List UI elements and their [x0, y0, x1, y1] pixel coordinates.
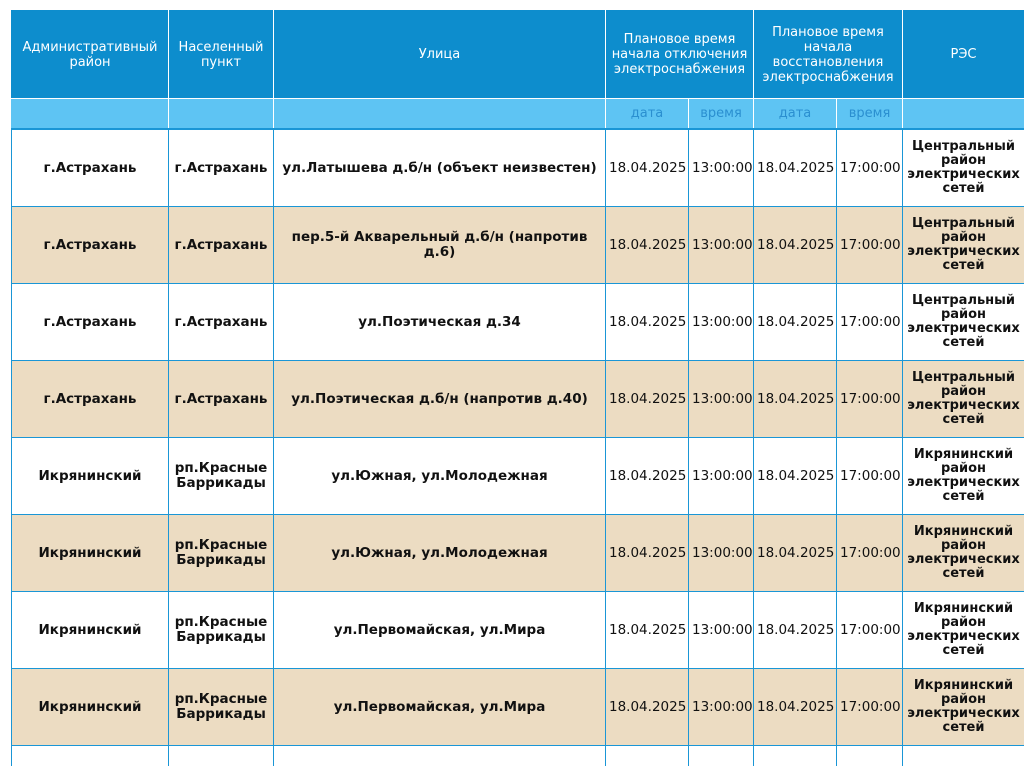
cell-res: Центральный район электрических сетей: [903, 361, 1024, 438]
outage-table: [11, 10, 1024, 766]
cell-res: Центральный район электрических сетей: [903, 129, 1024, 207]
header-restore-start: Плановое время начала восстановления электроснабжения: [754, 11, 903, 99]
cell-restore-time: 17:00:00: [837, 515, 903, 592]
cell-restore-time: 17:00:00: [837, 207, 903, 284]
cell-empty: [169, 746, 274, 767]
table-row-partial: [12, 746, 1024, 767]
cell-empty: [754, 746, 837, 767]
header-street: Улица: [274, 11, 606, 99]
cell-admin-district: г.Астрахань: [12, 284, 169, 361]
cell-locality: г.Астрахань: [169, 361, 274, 438]
cell-locality: рп.Красные Баррикады: [169, 669, 274, 746]
table-row: [12, 592, 1024, 669]
cell-outage-date: 18.04.2025: [606, 669, 689, 746]
outage-schedule: [11, 10, 1024, 766]
cell-street: ул.Поэтическая д.б/н (напротив д.40): [274, 361, 606, 438]
cell-restore-time: 17:00:00: [837, 438, 903, 515]
cell-res: Икрянинский район электрических сетей: [903, 438, 1024, 515]
cell-restore-time: 17:00:00: [837, 284, 903, 361]
cell-admin-district: Икрянинский: [12, 592, 169, 669]
cell-outage-date: 18.04.2025: [606, 207, 689, 284]
cell-outage-time: 13:00:00: [689, 129, 754, 207]
cell-restore-date: 18.04.2025: [754, 361, 837, 438]
table-row: [12, 361, 1024, 438]
cell-outage-time: 13:00:00: [689, 361, 754, 438]
cell-empty: [903, 746, 1024, 767]
header-outage-start: Плановое время начала отключения электроснабжения: [606, 11, 754, 99]
cell-locality: г.Астрахань: [169, 207, 274, 284]
cell-restore-date: 18.04.2025: [754, 207, 837, 284]
cell-restore-time: 17:00:00: [837, 592, 903, 669]
cell-empty: [606, 746, 689, 767]
subheader-empty: [903, 99, 1024, 130]
cell-street: ул.Латышева д.б/н (объект неизвестен): [274, 129, 606, 207]
cell-locality: рп.Красные Баррикады: [169, 592, 274, 669]
cell-restore-time: 17:00:00: [837, 129, 903, 207]
cell-admin-district: Икрянинский: [12, 669, 169, 746]
cell-admin-district: г.Астрахань: [12, 207, 169, 284]
cell-street: ул.Южная, ул.Молодежная: [274, 515, 606, 592]
cell-outage-time: 13:00:00: [689, 669, 754, 746]
cell-outage-date: 18.04.2025: [606, 438, 689, 515]
cell-restore-time: 17:00:00: [837, 669, 903, 746]
table-row: [12, 129, 1024, 207]
table-row: [12, 438, 1024, 515]
table-row: [12, 284, 1024, 361]
header-res: РЭС: [903, 11, 1024, 99]
cell-outage-date: 18.04.2025: [606, 515, 689, 592]
cell-street: ул.Поэтическая д.34: [274, 284, 606, 361]
cell-restore-time: 17:00:00: [837, 361, 903, 438]
cell-street: ул.Южная, ул.Молодежная: [274, 438, 606, 515]
subheader-restore-date: дата: [754, 99, 837, 130]
cell-empty: [274, 746, 606, 767]
cell-outage-time: 13:00:00: [689, 438, 754, 515]
cell-empty: [837, 746, 903, 767]
cell-res: Икрянинский район электрических сетей: [903, 669, 1024, 746]
table-row: [12, 669, 1024, 746]
cell-outage-date: 18.04.2025: [606, 284, 689, 361]
table-row: [12, 515, 1024, 592]
cell-locality: рп.Красные Баррикады: [169, 438, 274, 515]
cell-street: ул.Первомайская, ул.Мира: [274, 592, 606, 669]
cell-res: Икрянинский район электрических сетей: [903, 592, 1024, 669]
cell-admin-district: г.Астрахань: [12, 129, 169, 207]
table-row: [12, 207, 1024, 284]
cell-restore-date: 18.04.2025: [754, 669, 837, 746]
cell-locality: рп.Красные Баррикады: [169, 515, 274, 592]
cell-res: Центральный район электрических сетей: [903, 284, 1024, 361]
table-body: [12, 129, 1024, 766]
cell-empty: [689, 746, 754, 767]
cell-locality: г.Астрахань: [169, 129, 274, 207]
cell-empty: [12, 746, 169, 767]
subheader-outage-time: время: [689, 99, 754, 130]
cell-street: ул.Первомайская, ул.Мира: [274, 669, 606, 746]
header-locality: Населенный пункт: [169, 11, 274, 99]
cell-outage-date: 18.04.2025: [606, 592, 689, 669]
cell-restore-date: 18.04.2025: [754, 129, 837, 207]
cell-restore-date: 18.04.2025: [754, 438, 837, 515]
cell-res: Икрянинский район электрических сетей: [903, 515, 1024, 592]
subheader-restore-time: время: [837, 99, 903, 130]
cell-restore-date: 18.04.2025: [754, 515, 837, 592]
cell-admin-district: Икрянинский: [12, 438, 169, 515]
cell-street: пер.5-й Акварельный д.б/н (напротив д.6): [274, 207, 606, 284]
cell-res: Центральный район электрических сетей: [903, 207, 1024, 284]
cell-restore-date: 18.04.2025: [754, 284, 837, 361]
cell-restore-date: 18.04.2025: [754, 592, 837, 669]
subheader-empty: [169, 99, 274, 130]
cell-locality: г.Астрахань: [169, 284, 274, 361]
cell-admin-district: Икрянинский: [12, 515, 169, 592]
subheader-empty: [12, 99, 169, 130]
cell-admin-district: г.Астрахань: [12, 361, 169, 438]
cell-outage-time: 13:00:00: [689, 284, 754, 361]
cell-outage-time: 13:00:00: [689, 592, 754, 669]
cell-outage-date: 18.04.2025: [606, 361, 689, 438]
cell-outage-time: 13:00:00: [689, 207, 754, 284]
cell-outage-time: 13:00:00: [689, 515, 754, 592]
header-admin-district: Административный район: [12, 11, 169, 99]
subheader-outage-date: дата: [606, 99, 689, 130]
table-header: [12, 11, 1024, 130]
cell-outage-date: 18.04.2025: [606, 129, 689, 207]
subheader-empty: [274, 99, 606, 130]
